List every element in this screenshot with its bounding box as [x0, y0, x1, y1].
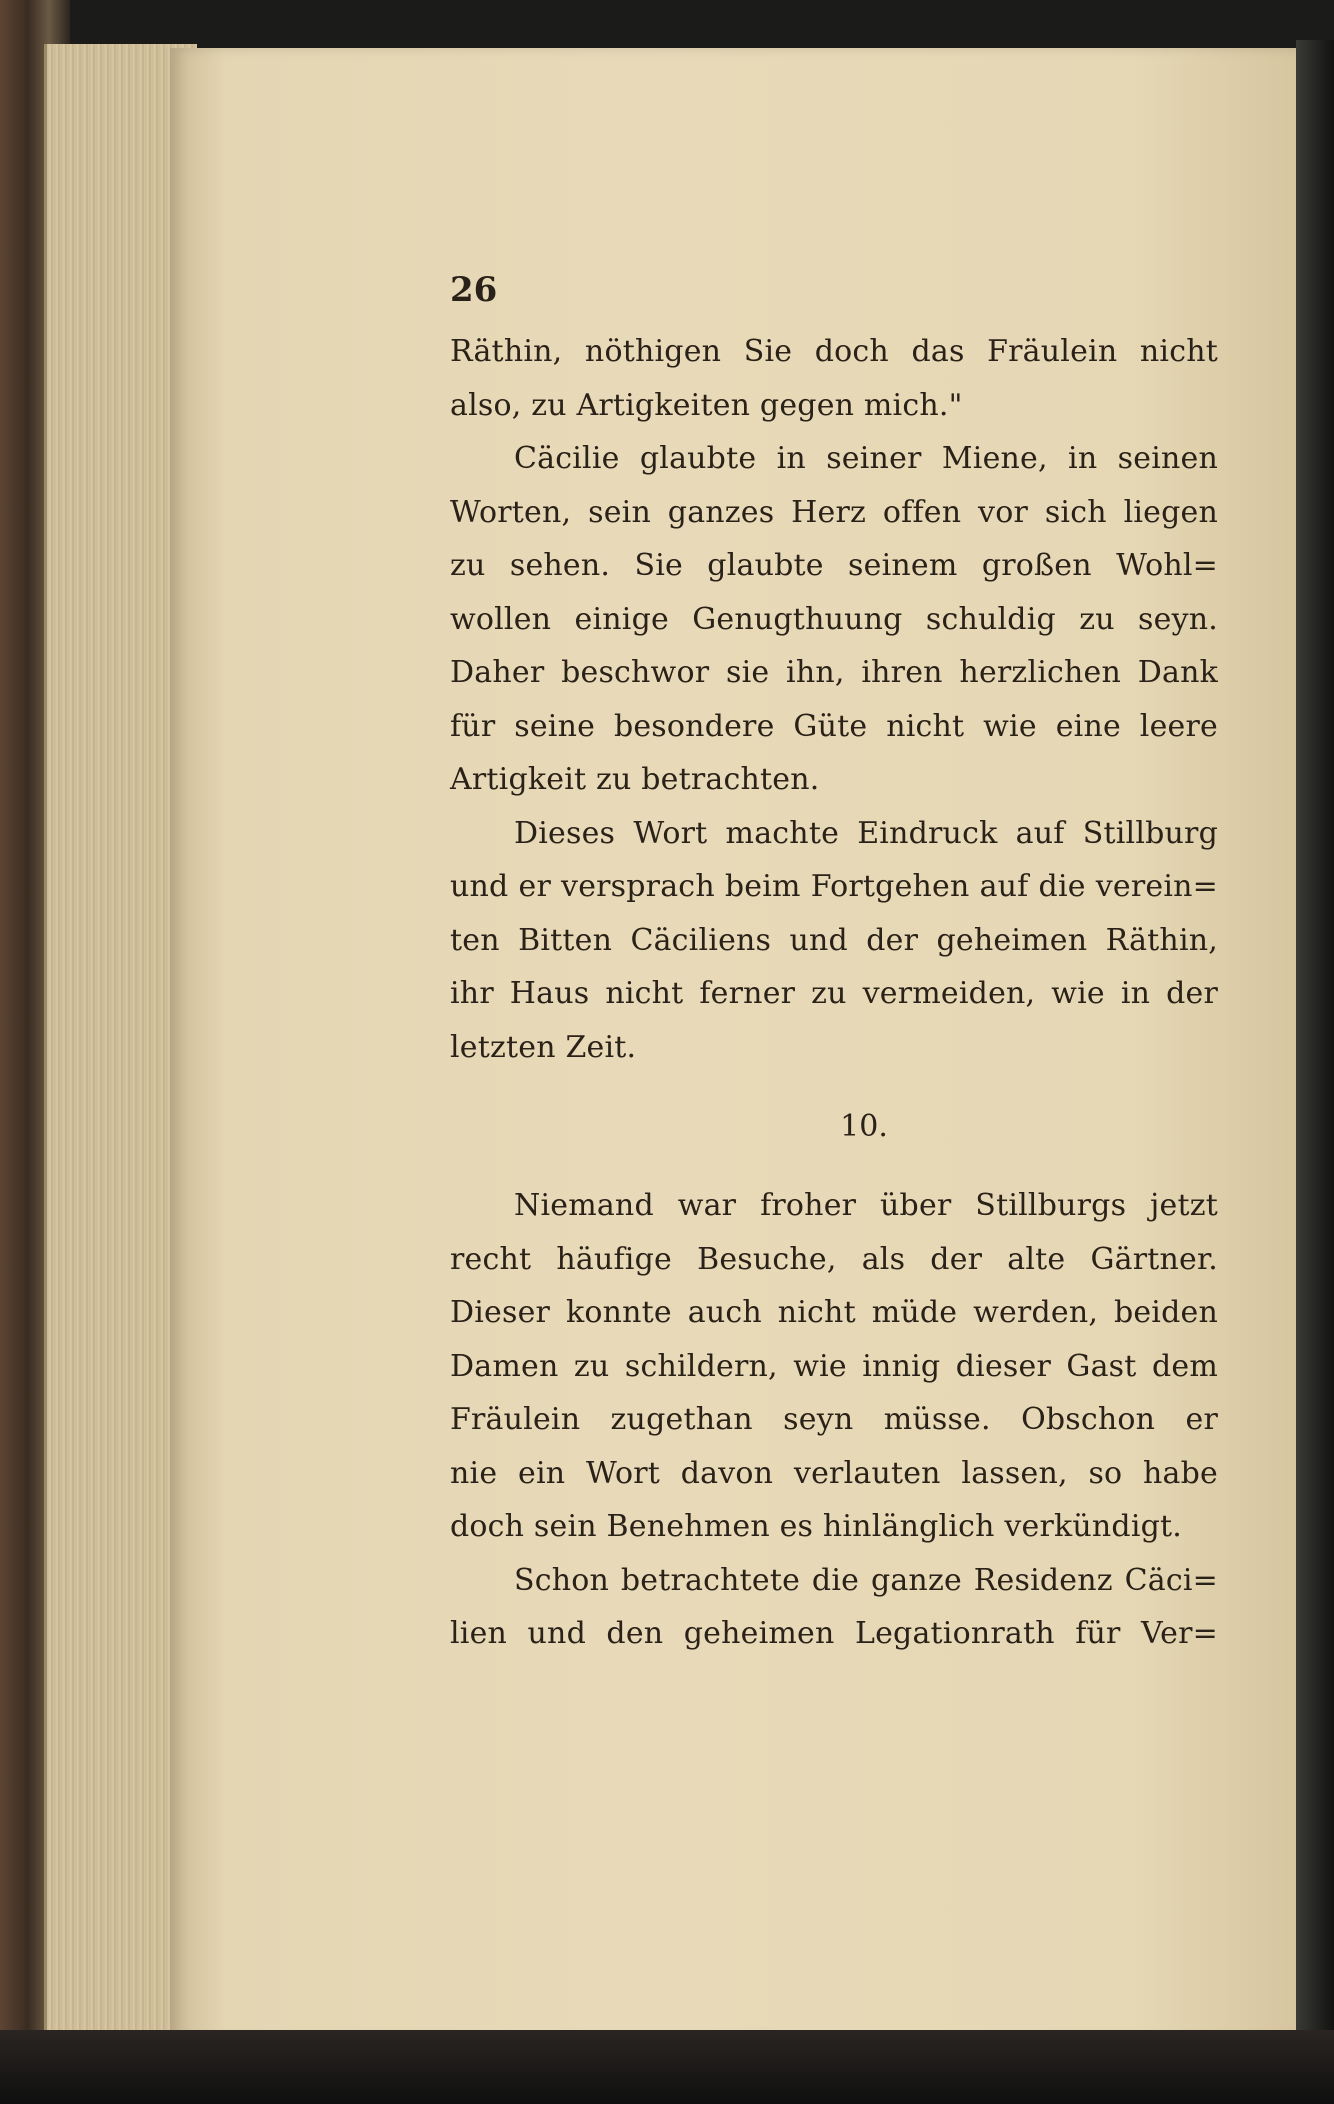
text-line: also, zu Artigkeiten gegen mich." — [450, 387, 963, 423]
text-line: ten Bitten Cäciliens und der geheimen Räthin, — [450, 922, 1218, 958]
text-line: ihr Haus nicht ferner zu vermeiden, wie in der — [450, 976, 1218, 1011]
text-line: Schon betrachtete die ganze Residenz Cäci= — [514, 1562, 1218, 1598]
text-line: Dieses Wort machte Eindruck auf Stillburg — [514, 815, 1218, 851]
text-line: Cäcilie glaubte in seiner Miene, in seinen — [514, 441, 1218, 476]
text-line: Dieser konnte auch nicht müde werden, beiden — [450, 1295, 1218, 1330]
section-number: 10. — [840, 1109, 888, 1144]
text-line: letzten Zeit. — [450, 1029, 637, 1065]
text-line: für seine besondere Güte nicht wie eine leere — [450, 708, 1218, 744]
text-line: Damen zu schildern, wie innig dieser Gast dem — [450, 1348, 1218, 1384]
text-line: und er versprach beim Fortgehen auf die verein= — [450, 869, 1218, 904]
text-line: wollen einige Genugthuung schuldig zu seyn. — [450, 601, 1218, 637]
text-line: recht häufige Besuche, als der alte Gärtner. — [450, 1241, 1218, 1277]
right-shadow-edge — [1296, 40, 1334, 2040]
text-line: Daher beschwor sie ihn, ihren herzlichen Dank — [450, 655, 1218, 690]
text-line: Niemand war froher über Stillburgs jetzt — [514, 1188, 1218, 1223]
text-line: Fräulein zugethan seyn müsse. Obschon er — [450, 1402, 1218, 1437]
text-line: doch sein Benehmen es hinlänglich verkündigt. — [450, 1509, 1183, 1544]
text-line: lien und den geheimen Legationrath für Ver= — [450, 1616, 1218, 1651]
text-line: nie ein Wort davon verlauten lassen, so habe — [450, 1455, 1218, 1491]
bottom-shadow-edge — [0, 2030, 1334, 2104]
text-line: zu sehen. Sie glaubte seinem großen Wohl= — [450, 548, 1218, 583]
text-line: Räthin, nöthigen Sie doch das Fräulein nicht — [450, 334, 1218, 369]
page-number: 26 — [450, 270, 498, 310]
text-line: Artigkeit zu betrachten. — [450, 762, 820, 797]
page-text — [450, 255, 1218, 1661]
text-line: Worten, sein ganzes Herz offen vor sich liegen — [450, 494, 1218, 530]
